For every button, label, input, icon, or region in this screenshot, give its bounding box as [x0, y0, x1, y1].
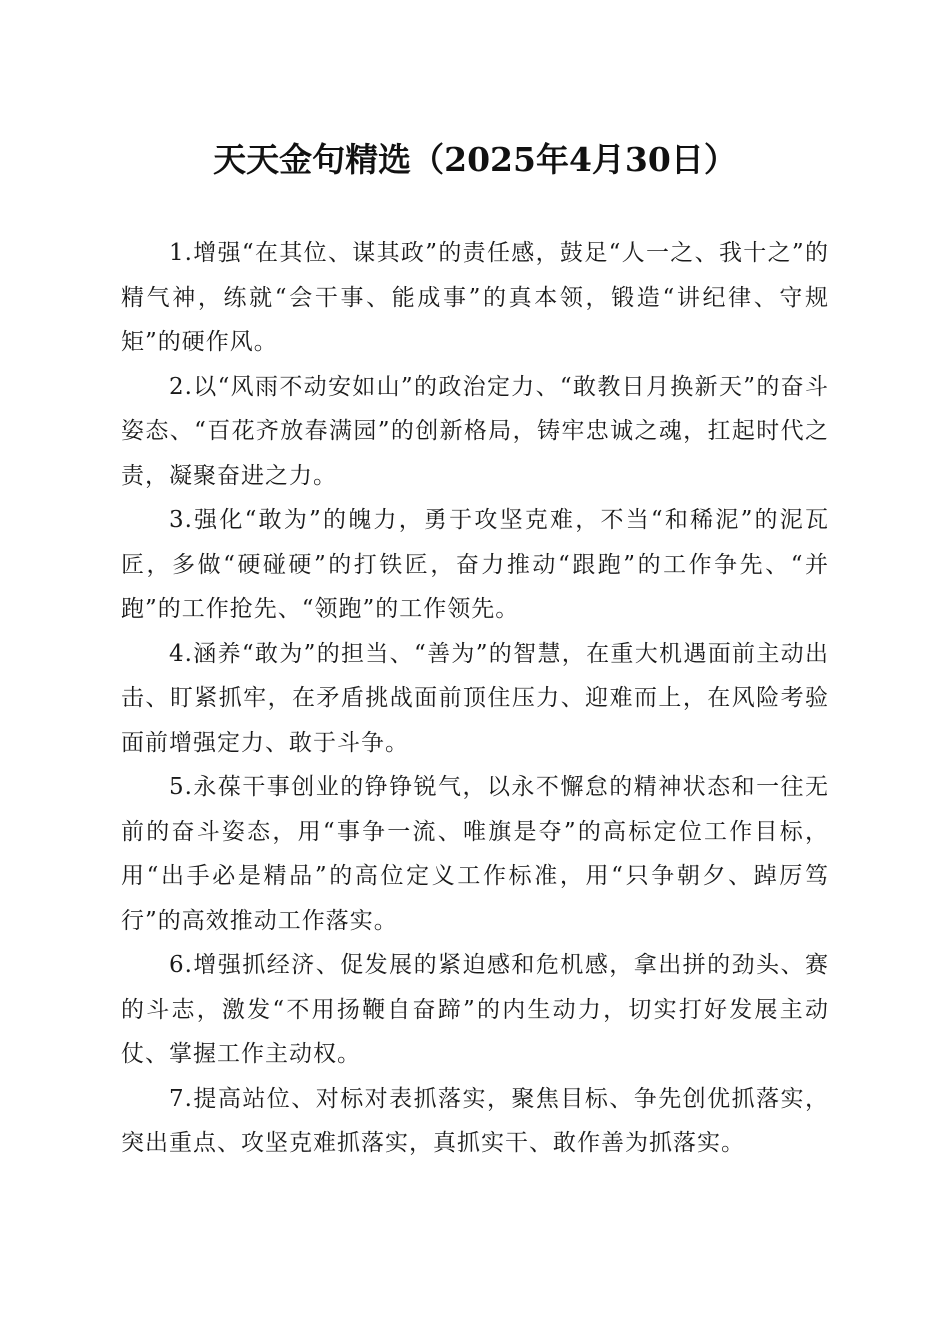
paragraph-1: 1.增强“在其位、谋其政”的责任感，鼓足“人一之、我十之”的精气神，练就“会干事、能成事”的真本领，锻造“讲纪律、守规矩”的硬作风。 [121, 240, 829, 355]
paragraph-4: 4.涵养“敢为”的担当、“善为”的智慧，在重大机遇面前主动出击、盯紧抓牢，在矛盾挑战面前顶住压力、迎难而上，在风险考验面前增强定力、敢于斗争。 [121, 640, 829, 756]
paragraph-7: 7.提高站位、对标对表抓落实，聚焦目标、争先创优抓落实，突出重点、攻坚克难抓落实，真抓实干、敢作善为抓落实。 [121, 1085, 829, 1156]
paragraph-2: 2.以“风雨不动安如山”的政治定力、“敢教日月换新天”的奋斗姿态、“百花齐放春满园”的创新格局，铸牢忠诚之魂，扛起时代之责，凝聚奋进之力。 [121, 373, 829, 489]
document-title: 天天金句精选（2025年4月30日） [213, 140, 737, 179]
paragraph-5: 5.永葆干事创业的铮铮锐气，以永不懈怠的精神状态和一往无前的奋斗姿态，用“事争一流、唯旗是夺”的高标定位工作目标，用“出手必是精品”的高位定义工作标准，用“只争朝夕、踔厉笃行”的高效推动工作落实。 [121, 774, 829, 934]
paragraph-3: 3.强化“敢为”的魄力，勇于攻坚克难，不当“和稀泥”的泥瓦匠，多做“硬碰硬”的打铁匠，奋力推动“跟跑”的工作争先、“并跑”的工作抢先、“领跑”的工作领先。 [121, 507, 829, 622]
paragraph-6: 6.增强抓经济、促发展的紧迫感和危机感，拿出拼的劲头、赛的斗志，激发“不用扬鞭自奋蹄”的内生动力，切实打好发展主动仗、掌握工作主动权。 [121, 952, 829, 1067]
document-body [121, 231, 829, 1166]
